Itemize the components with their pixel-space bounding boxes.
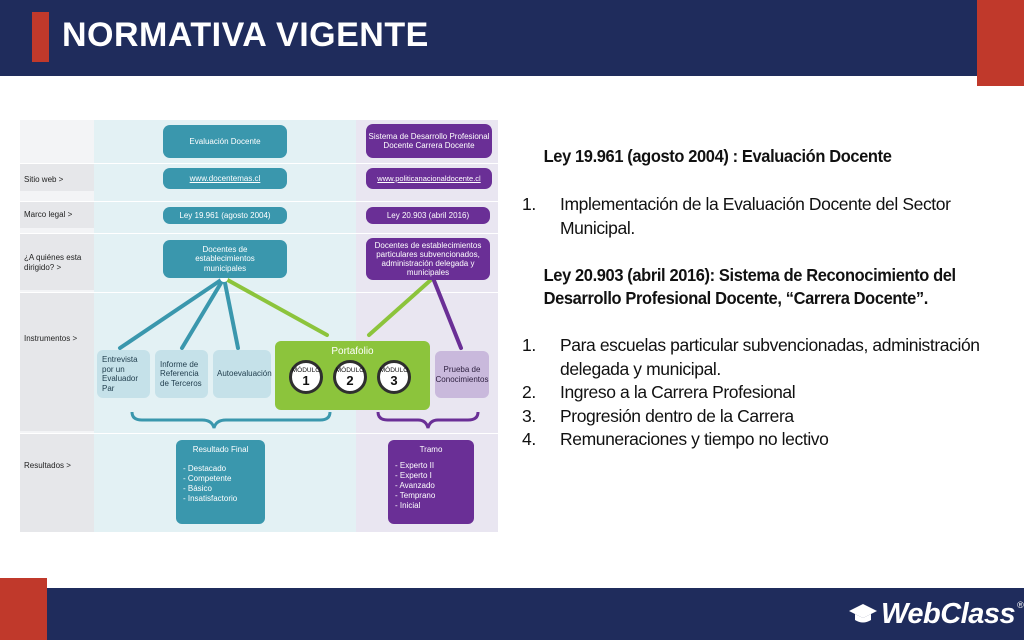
result-item: - Inicial: [395, 501, 421, 510]
list-number: 2.: [522, 382, 536, 402]
result-item: - Insatisfactorio: [183, 494, 238, 503]
evaluacion-docente-header: Evaluación Docente: [163, 125, 287, 158]
list-text: Para escuelas particular subvencionadas, administración delegada y municipal.: [560, 335, 980, 379]
list-number: 1.: [522, 335, 536, 355]
module-3: [377, 360, 411, 394]
left-target-box: Docentes de establecimientos municipales: [163, 240, 287, 278]
module-number: 2: [346, 372, 354, 388]
module-label: MÓDULO: [335, 366, 365, 374]
result-title: Resultado Final: [192, 445, 249, 454]
module-label: MÓDULO: [379, 366, 409, 374]
result-item: - Destacado: [183, 464, 227, 473]
row-label-legal: Marco legal >: [24, 210, 73, 219]
list-item: [522, 381, 992, 405]
law1-list: [522, 193, 992, 240]
resultado-final-box: [176, 440, 265, 524]
list-item: [522, 334, 992, 381]
list-number: 3.: [522, 405, 536, 426]
module-2: [333, 360, 367, 394]
tramo-box: [388, 440, 474, 524]
instrument-autoevaluacion: Autoevaluación: [213, 350, 271, 398]
result-item: - Temprano: [395, 491, 436, 500]
instrument-informe: Informe de Referencia de Terceros: [155, 350, 208, 398]
module-number: 3: [390, 372, 398, 388]
comparison-diagram: [20, 120, 498, 532]
module-1: [289, 360, 323, 394]
module-number: 1: [302, 372, 310, 388]
list-text: Progresión dentro de la Carrera: [560, 405, 794, 426]
list-item: [522, 428, 992, 452]
result-item: - Básico: [183, 484, 212, 493]
module-label: MÓDULO: [291, 366, 321, 374]
politicanacionaldocente-link[interactable]: www.politicanacionaldocente.cl: [366, 168, 492, 189]
left-law-box: Ley 19.961 (agosto 2004): [163, 207, 287, 224]
brand-name: WebClass: [881, 597, 1016, 630]
right-target-box: Docentes de establecimientos particulares subvencionados, administración delegada y municipales: [366, 238, 490, 280]
portfolio-title: Portafolio: [331, 346, 374, 357]
result-title: Tramo: [419, 445, 443, 454]
result-item: - Avanzado: [395, 481, 435, 490]
law1-heading: Ley 19.961 (agosto 2004) : Evaluación Docente: [543, 146, 892, 166]
list-text: Ingreso a la Carrera Profesional: [560, 382, 796, 402]
row-label-instruments: Instrumentos >: [24, 334, 78, 343]
list-item: [522, 193, 992, 240]
result-item: - Experto II: [395, 461, 435, 470]
right-law-box: Ley 20.903 (abril 2016): [366, 207, 490, 224]
docentemas-link[interactable]: www.docentemas.cl: [163, 168, 287, 189]
normativa-text: [522, 145, 992, 452]
instrument-prueba: Prueba de Conocimientos: [435, 351, 489, 398]
result-item: - Experto I: [395, 471, 432, 480]
result-item: - Competente: [183, 474, 232, 483]
list-text: Remuneraciones y tiempo no lectivo: [560, 429, 829, 449]
law2-heading: Ley 20.903 (abril 2016): Sistema de Reconocimiento del Desarrollo Profesional Docente, “Carrera Docente”.: [543, 265, 956, 308]
header-accent-right: [977, 0, 1024, 86]
list-number: 4.: [522, 429, 536, 449]
list-text: Implementación de la Evaluación Docente del Sector Municipal.: [560, 194, 951, 238]
graduation-cap-icon: [848, 602, 878, 626]
carrera-docente-header: Sistema de Desarrollo Profesional Docente Carrera Docente: [366, 124, 492, 158]
header-accent-left: [32, 12, 49, 62]
portfolio-box: [275, 341, 430, 410]
row-label-web: Sitio web >: [24, 175, 64, 184]
instrument-entrevista: Entrevista por un Evaluador Par: [97, 350, 150, 398]
registered-mark: ®: [1017, 600, 1024, 610]
row-label-results: Resultados >: [24, 461, 71, 470]
page-title: NORMATIVA VIGENTE: [62, 16, 429, 54]
law2-list: [522, 334, 992, 452]
webclass-logo: [848, 596, 1024, 632]
footer-accent-left: [0, 578, 47, 640]
list-item: [522, 405, 992, 429]
row-label-target: ¿A quiénes esta dirigido? >: [24, 253, 82, 272]
list-number: 1.: [522, 194, 536, 214]
